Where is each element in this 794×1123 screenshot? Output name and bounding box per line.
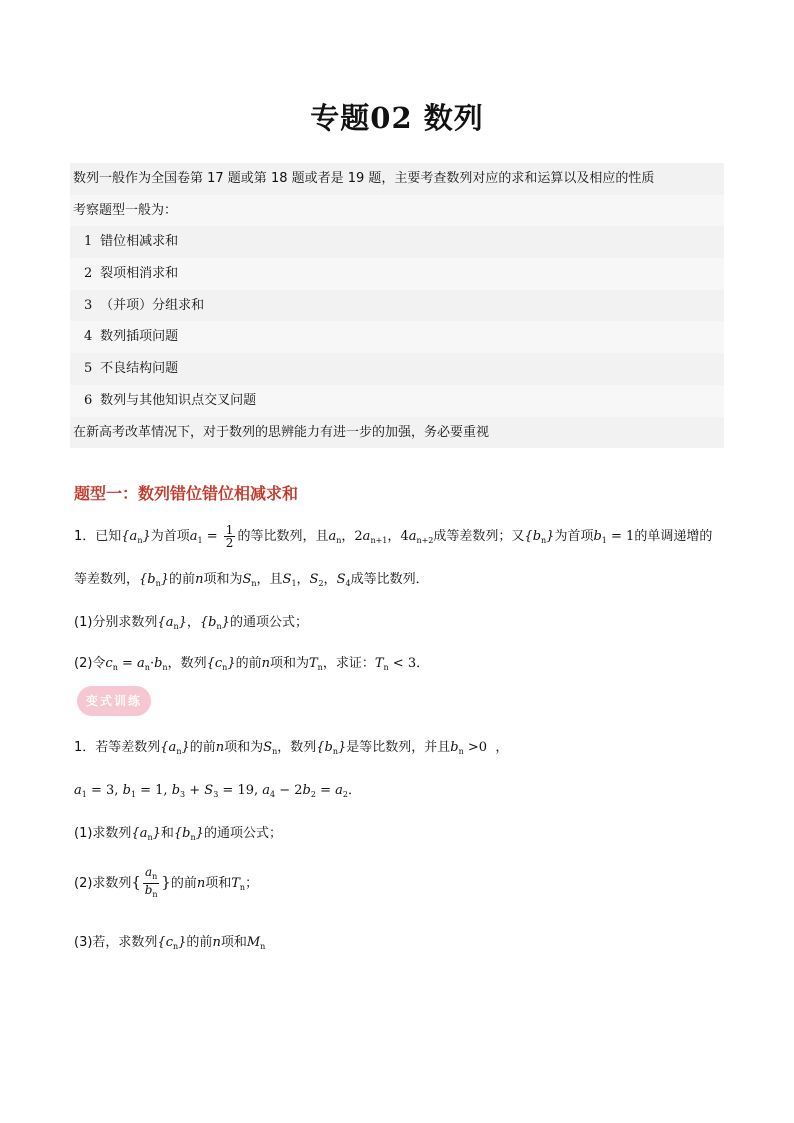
problem-1-line-1: 1．已知$\{a_n\}$为首项$a_1$ = $\frac{1}{2}$ 的等比数列，且$a_n$，$2a_{n+1}$，$4a_{n+2}$成等差数列；又$\{b_n\}$为首项$b_1 = 1$的单调递增的	[74, 523, 713, 550]
page-title: 专题02 数列	[310, 101, 484, 135]
variant-training-badge: 变式训练	[77, 686, 151, 716]
problem-2-line-1: 1．若等差数列$\{a_n\}$的前n项和为$S_n$，数列$\{b_n\}$是等比数列，并且$b_n >0$ ，	[74, 740, 509, 756]
list-item: 4 数列插项问题	[70, 321, 724, 353]
intro-line-1: 数列一般作为全国卷第 17 题或第 18 题或者是 19 题，主要考查数列对应的求和运算以及相应的性质	[70, 163, 724, 195]
list-item: 2 裂项相消求和	[70, 258, 724, 290]
problem-1-part-1: (1)分别求数列$\{a_n\}$，$\{b_n\}$的通项公式；	[74, 615, 308, 631]
list-item: 3 （并项）分组求和	[70, 290, 724, 322]
intro-line-last: 在新高考改革情况下，对于数列的思辨能力有进一步的加强，务必要重视	[70, 417, 724, 449]
problem-1-line-2: 等差数列，$\{b_n\}$的前n项和为$S_n$，且$S_1$，$S_2$，$S_4$成等比数列．	[74, 572, 429, 588]
intro-box	[70, 163, 724, 448]
intro-line-2: 考察题型一般为：	[70, 195, 724, 227]
problem-1-part-2: (2)令$c_n = a_n\cdot b_n$，数列$\{c_n\}$的前n项和为$T_n$，求证：$T_n < 3$．	[74, 656, 430, 672]
problem-2-part-2: (2)求数列{ $\frac{a_n}{b_n}$ }的前n项和$T_n$；	[74, 865, 259, 899]
problem-2-part-1: (1)求数列$\{a_n\}$和$\{b_n\}$的通项公式；	[74, 826, 282, 842]
problem-2-line-2: $a_1 = 3$, $b_1 = 1$, $b_3 + S_3 = 19$, $a_4 - 2b_2 = a_2$．	[74, 783, 362, 799]
section-heading: 题型一：数列错位错位相减求和	[74, 484, 299, 503]
list-item: 1 错位相减求和	[70, 226, 724, 258]
list-item: 5 不良结构问题	[70, 353, 724, 385]
problem-2-part-3: (3)若，求数列$\{c_n\}$的前n项和$M_n$	[74, 935, 266, 951]
list-item: 6 数列与其他知识点交叉问题	[70, 385, 724, 417]
